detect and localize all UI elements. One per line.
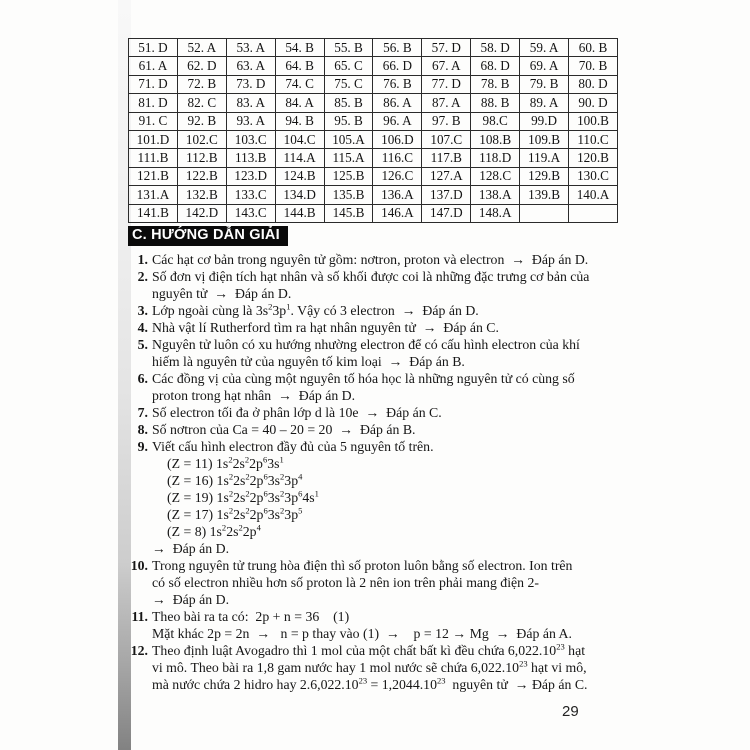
solution-number: 11. <box>131 609 148 624</box>
answer-row <box>129 75 618 93</box>
answer-cell: 109.B <box>520 130 569 148</box>
solution-text: proton trong hạt nhân → Đáp án D. <box>152 388 356 403</box>
answer-cell: 79. B <box>520 75 569 93</box>
answer-cell: 90. D <box>569 94 618 112</box>
solution-number <box>128 455 152 472</box>
answer-cell: 67. A <box>422 57 471 75</box>
solution-text: hiếm là nguyên tử của nguyên tố kim loại → Đáp án B. <box>152 354 465 369</box>
answer-cell: 88. B <box>471 94 520 112</box>
answer-cell: 82. C <box>177 94 226 112</box>
answer-cell: 108.B <box>471 130 520 148</box>
answer-key-table <box>128 38 618 223</box>
solution-line <box>128 676 633 693</box>
answer-cell: 130.C <box>569 167 618 185</box>
answer-cell: 110.C <box>569 130 618 148</box>
answer-row <box>129 57 618 75</box>
solution-text: (Z = 17) $1s^22s^22p^63s^23p^5$ <box>167 505 303 522</box>
solution-line <box>128 404 633 421</box>
solution-number: 5. <box>137 337 148 352</box>
answer-cell: 64. B <box>275 57 324 75</box>
answer-cell: 144.B <box>275 204 324 222</box>
answer-cell: 89. A <box>520 94 569 112</box>
answer-row <box>129 39 618 57</box>
solution-line <box>128 625 633 642</box>
answer-cell: 146.A <box>373 204 422 222</box>
answer-cell: 68. D <box>471 57 520 75</box>
solution-text: Nguyên tử luôn có xu hướng nhường electron để có cấu hình electron của khí <box>152 337 580 352</box>
answer-cell: 94. B <box>275 112 324 130</box>
answer-cell: 98.C <box>471 112 520 130</box>
solution-line <box>128 421 633 438</box>
answer-cell: 100.B <box>569 112 618 130</box>
answer-cell: 116.C <box>373 149 422 167</box>
answer-cell: 111.B <box>129 149 178 167</box>
page-number: 29 <box>562 703 579 720</box>
answer-cell: 137.D <box>422 186 471 204</box>
solution-line <box>128 455 633 472</box>
answer-cell: 140.A <box>569 186 618 204</box>
answer-row <box>129 149 618 167</box>
answer-cell: 63. A <box>226 57 275 75</box>
answer-cell: 104.C <box>275 130 324 148</box>
solution-line <box>128 540 633 557</box>
answer-cell: 91. C <box>129 112 178 130</box>
answer-cell: 105.A <box>324 130 373 148</box>
answer-cell: 76. B <box>373 75 422 93</box>
solution-number: 7. <box>137 405 148 420</box>
answer-cell: 85. B <box>324 94 373 112</box>
answer-cell: 56. B <box>373 39 422 57</box>
answer-cell: 127.A <box>422 167 471 185</box>
solution-line <box>128 319 633 336</box>
solution-number <box>128 387 152 404</box>
answer-cell: 120.B <box>569 149 618 167</box>
answer-cell: 123.D <box>226 167 275 185</box>
solution-number <box>128 489 152 506</box>
solution-line <box>128 387 633 404</box>
solution-number: 2. <box>137 269 148 284</box>
section-title: C. HƯỚNG DẪN GIẢI <box>132 227 280 243</box>
solution-line <box>128 591 633 608</box>
answer-cell: 115.A <box>324 149 373 167</box>
answer-cell <box>520 204 569 222</box>
answer-cell: 80. D <box>569 75 618 93</box>
answer-cell: 55. B <box>324 39 373 57</box>
answer-cell: 99.D <box>520 112 569 130</box>
answer-cell: 97. B <box>422 112 471 130</box>
answer-cell: 74. C <box>275 75 324 93</box>
answer-cell: 139.B <box>520 186 569 204</box>
solution-text: (Z = 19) $1s^22s^22p^63s^23p^64s^1$ <box>167 488 319 505</box>
answer-cell: 84. A <box>275 94 324 112</box>
solution-line <box>128 608 633 625</box>
solution-text: Viết cấu hình electron đầy đủ của 5 nguyên tố trên. <box>152 439 434 454</box>
answer-cell: 69. A <box>520 57 569 75</box>
solution-text: → Đáp án D. <box>152 541 230 556</box>
solution-line <box>128 438 633 455</box>
answer-cell: 60. B <box>569 39 618 57</box>
answer-cell: 112.B <box>177 149 226 167</box>
section-header <box>128 226 288 246</box>
solution-number <box>128 676 152 693</box>
solution-text: vi mô. Theo bài ra 1,8 gam nước hay 1 mol nước sẽ chứa 6,022.10$^{23}$ hạt vi mô, <box>152 658 587 675</box>
solution-text: → Đáp án D. <box>152 592 230 607</box>
answer-cell: 72. B <box>177 75 226 93</box>
solution-text: (Z = 16) $1s^22s^22p^63s^23p^4$ <box>167 471 303 488</box>
answer-cell: 51. D <box>129 39 178 57</box>
solution-line <box>128 353 633 370</box>
solution-text: nguyên tử → Đáp án D. <box>152 286 292 301</box>
answer-cell: 58. D <box>471 39 520 57</box>
solution-text: Các đồng vị của cùng một nguyên tố hóa học là những nguyên tử có cùng số <box>152 371 575 386</box>
answer-cell: 81. D <box>129 94 178 112</box>
answer-cell: 92. B <box>177 112 226 130</box>
solution-number <box>128 591 152 608</box>
solution-text: Trong nguyên tử trung hòa điện thì số proton luôn bằng số electron. Ion trên <box>152 558 573 573</box>
answer-cell: 117.B <box>422 149 471 167</box>
answer-cell: 75. C <box>324 75 373 93</box>
solution-text: Mặt khác 2p = 2n → n = p thay vào (1) → p = 12 → Mg → Đáp án A. <box>152 626 572 641</box>
answer-cell: 101.D <box>129 130 178 148</box>
answer-cell: 62. D <box>177 57 226 75</box>
answer-cell: 114.A <box>275 149 324 167</box>
answer-cell: 143.C <box>226 204 275 222</box>
solution-line <box>128 472 633 489</box>
solution-number: 9. <box>137 439 148 454</box>
solution-line <box>128 251 633 268</box>
answer-cell: 107.C <box>422 130 471 148</box>
answer-row <box>129 204 618 222</box>
answer-cell: 122.B <box>177 167 226 185</box>
solution-text: Lớp ngoài cùng là $3s^23p^1$. Vậy có 3 electron → Đáp án D. <box>152 301 479 318</box>
solution-number <box>128 574 152 591</box>
solution-number <box>128 540 152 557</box>
solution-line <box>128 659 633 676</box>
answer-cell: 128.C <box>471 167 520 185</box>
solution-text: Nhà vật lí Rutherford tìm ra hạt nhân nguyên tử → Đáp án C. <box>152 320 499 335</box>
solutions-list <box>128 251 633 693</box>
answer-cell: 136.A <box>373 186 422 204</box>
answer-cell: 132.B <box>177 186 226 204</box>
answer-cell: 71. D <box>129 75 178 93</box>
answer-cell: 66. D <box>373 57 422 75</box>
answer-cell: 121.B <box>129 167 178 185</box>
answer-cell: 133.C <box>226 186 275 204</box>
solution-text: Theo bài ra ta có: 2p + n = 36 (1) <box>152 609 350 624</box>
solution-line <box>128 506 633 523</box>
solution-number <box>128 285 152 302</box>
solution-number: 1. <box>137 252 148 267</box>
answer-cell: 126.C <box>373 167 422 185</box>
solution-line <box>128 268 633 285</box>
solution-line <box>128 489 633 506</box>
solution-number: 4. <box>137 320 148 335</box>
solution-text: (Z = 8) $1s^22s^22p^4$ <box>167 522 261 539</box>
answer-row <box>129 130 618 148</box>
answer-cell: 53. A <box>226 39 275 57</box>
solution-line <box>128 336 633 353</box>
answer-cell: 113.B <box>226 149 275 167</box>
answer-cell: 142.D <box>177 204 226 222</box>
answer-cell: 148.A <box>471 204 520 222</box>
solution-number <box>128 625 152 642</box>
solution-text: Theo định luật Avogadro thì 1 mol của một chất bất kì đều chứa 6,022.10$^{23}$ hạt <box>152 641 586 658</box>
solution-text: (Z = 11) $1s^22s^22p^63s^1$ <box>167 454 284 471</box>
answer-cell: 118.D <box>471 149 520 167</box>
solution-number <box>128 506 152 523</box>
solution-line <box>128 370 633 387</box>
answer-cell: 86. A <box>373 94 422 112</box>
solution-number: 6. <box>137 371 148 386</box>
solution-line <box>128 557 633 574</box>
answer-cell: 73. D <box>226 75 275 93</box>
solution-number: 10. <box>130 558 148 573</box>
solution-number: 12. <box>130 643 148 658</box>
answer-cell: 141.B <box>129 204 178 222</box>
answer-cell: 87. A <box>422 94 471 112</box>
answer-cell: 135.B <box>324 186 373 204</box>
solution-number <box>128 472 152 489</box>
answer-cell: 78. B <box>471 75 520 93</box>
answer-cell: 145.B <box>324 204 373 222</box>
answer-cell: 125.B <box>324 167 373 185</box>
solution-number: 3. <box>137 303 148 318</box>
answer-cell: 59. A <box>520 39 569 57</box>
answer-cell: 124.B <box>275 167 324 185</box>
answer-cell: 131.A <box>129 186 178 204</box>
solution-line <box>128 574 633 591</box>
answer-row <box>129 186 618 204</box>
answer-cell: 134.D <box>275 186 324 204</box>
answer-cell: 83. A <box>226 94 275 112</box>
solution-text: Số đơn vị điện tích hạt nhân và số khối được coi là những đặc trưng cơ bản của <box>152 269 590 284</box>
answer-cell: 103.C <box>226 130 275 148</box>
solution-number <box>128 523 152 540</box>
answer-cell: 93. A <box>226 112 275 130</box>
answer-cell: 52. A <box>177 39 226 57</box>
answer-row <box>129 112 618 130</box>
answer-cell: 138.A <box>471 186 520 204</box>
answer-cell: 77. D <box>422 75 471 93</box>
solution-text: có số electron nhiều hơn số proton là 2 nên ion trên phải mang điện 2- <box>152 575 539 590</box>
solution-text: Số electron tối đa ở phân lớp d là 10e → Đáp án C. <box>152 405 442 420</box>
answer-cell: 102.C <box>177 130 226 148</box>
answer-cell <box>569 204 618 222</box>
answer-cell: 54. B <box>275 39 324 57</box>
solution-text: mà nước chứa 2 hidro hay $2.6,022.10^{23} = 1,2044.10^{23}$ nguyên tử → Đáp án C. <box>152 675 588 692</box>
answer-key-body <box>129 39 618 223</box>
solution-number <box>128 353 152 370</box>
answer-cell: 70. B <box>569 57 618 75</box>
solution-text: Số nơtron của Ca = 40 – 20 = 20 → Đáp án B. <box>152 422 416 437</box>
solution-line <box>128 642 633 659</box>
answer-cell: 61. A <box>129 57 178 75</box>
solution-line <box>128 302 633 319</box>
solution-number <box>128 659 152 676</box>
answer-cell: 119.A <box>520 149 569 167</box>
answer-cell: 57. D <box>422 39 471 57</box>
answer-row <box>129 167 618 185</box>
answer-cell: 96. A <box>373 112 422 130</box>
solution-text: Các hạt cơ bản trong nguyên tử gồm: nơtron, proton và electron → Đáp án D. <box>152 252 589 267</box>
answer-cell: 129.B <box>520 167 569 185</box>
answer-cell: 95. B <box>324 112 373 130</box>
answer-cell: 106.D <box>373 130 422 148</box>
answer-row <box>129 94 618 112</box>
answer-cell: 147.D <box>422 204 471 222</box>
answer-cell: 65. C <box>324 57 373 75</box>
solution-number: 8. <box>137 422 148 437</box>
solution-line <box>128 285 633 302</box>
solution-line <box>128 523 633 540</box>
